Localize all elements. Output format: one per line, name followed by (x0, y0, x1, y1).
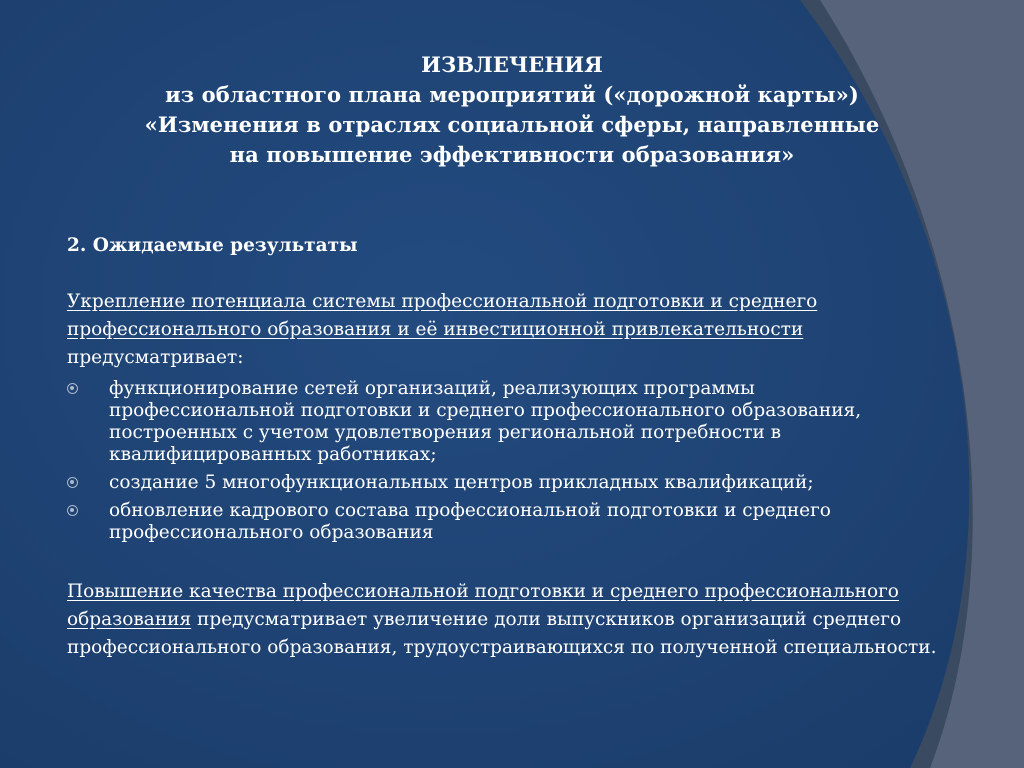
list-item (67, 472, 937, 494)
bullet-list (67, 378, 937, 544)
circle-bullet-icon (67, 505, 78, 516)
slide-title (110, 50, 914, 170)
bullet-text: функционирование сетей организаций, реализующих программы профессиональной подготовки и среднего профессионального образования, построенных с учетом удовлетворения региональной потребности в квалифицированных работниках; (109, 378, 862, 465)
slide-body (67, 232, 937, 662)
section-heading: 2. Ожидаемые результаты (67, 235, 358, 256)
title-line-4: на повышение эффективности образования» (229, 142, 795, 167)
list-item (67, 500, 937, 544)
spacer (67, 550, 937, 578)
circle-bullet-icon (67, 383, 78, 394)
title-line-2: из областного плана мероприятий («дорожной карты») (165, 82, 859, 107)
block2-paragraph (67, 578, 937, 662)
block2-rest: предусматривает увеличение доли выпускников организаций среднего профессионального образования, трудоустраивающихся по полученной специальности. (67, 609, 937, 658)
bullet-text: создание 5 многофункциональных центров прикладных квалификаций; (109, 472, 814, 493)
block1-paragraph (67, 288, 937, 372)
block1-underlined: Укрепление потенциала системы профессиональной подготовки и среднего профессионального образования и её инвестиционной привлекательности (67, 291, 818, 340)
title-line-1: ИЗВЛЕЧЕНИЯ (421, 52, 603, 77)
block2-underlined: Повышение качества профессиональной подготовки и среднего профессионального образования (67, 581, 899, 630)
list-item (67, 378, 937, 466)
bullet-text: обновление кадрового состава профессиональной подготовки и среднего профессионального образования (109, 500, 831, 543)
title-line-3: «Изменения в отраслях социальной сферы, направленные (144, 112, 880, 137)
circle-bullet-icon (67, 477, 78, 488)
block1-rest: предусматривает: (67, 347, 244, 368)
